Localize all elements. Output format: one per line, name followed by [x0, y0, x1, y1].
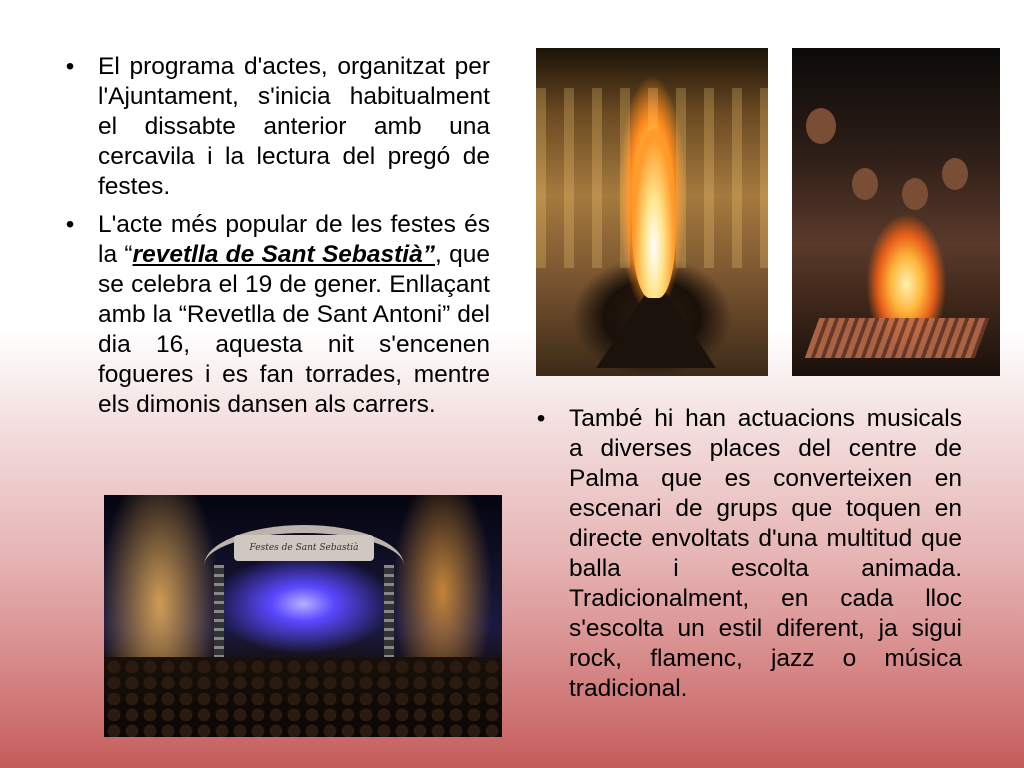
left-bullet-list: [60, 52, 490, 420]
bullet-text-before: L'acte més popular de les festes és la “: [98, 211, 490, 268]
stage-banner: Festes de Sant Sebastià: [234, 535, 374, 561]
bullet-marker: •: [65, 53, 75, 80]
bonfire-flame: [632, 128, 676, 298]
bullet-marker: •: [65, 211, 75, 238]
person-silhouette: [902, 178, 928, 210]
grill-photo: [792, 48, 1000, 376]
bullet-programa: [60, 52, 490, 202]
bullet-actuacions: [531, 404, 962, 704]
right-bullet-list: [531, 404, 962, 704]
left-text-block: [60, 52, 490, 428]
right-text-block: [531, 404, 962, 712]
bullet-text-after: , que se celebra el 19 de gener. Enllaçant amb la “Revetlla de Sant Antoni” del dia 16, aquesta nit s'encenen fogueres i es fan torrades, mentre els dimonis dansen als carrers.: [98, 241, 490, 418]
bullet-text: El programa d'actes, organitzat per l'Ajuntament, s'inicia habitualment el dissabte anterior amb una cercavila i la lectura del pregó de festes.: [98, 53, 490, 200]
bullet-revetlla: [60, 210, 490, 420]
bullet-emphasis: revetlla de Sant Sebastià”: [132, 241, 435, 268]
bullet-text: També hi han actuacions musicals a diverses places del centre de Palma que es converteixen en escenari de grups que toquen en directe envoltats d'una multitud que balla i escolta animada. Tradicionalment, en cada lloc s'escolta un estil diferent, ja sigui rock, flamenc, jazz o música tradicional.: [569, 405, 962, 702]
grill-grate: [805, 318, 990, 358]
bullet-marker: •: [536, 405, 546, 432]
person-silhouette: [942, 158, 968, 190]
person-silhouette: [852, 168, 878, 200]
crowd: [104, 657, 502, 737]
bonfire-photo: [536, 48, 768, 376]
person-silhouette: [806, 108, 836, 144]
concert-photo: [104, 495, 502, 737]
